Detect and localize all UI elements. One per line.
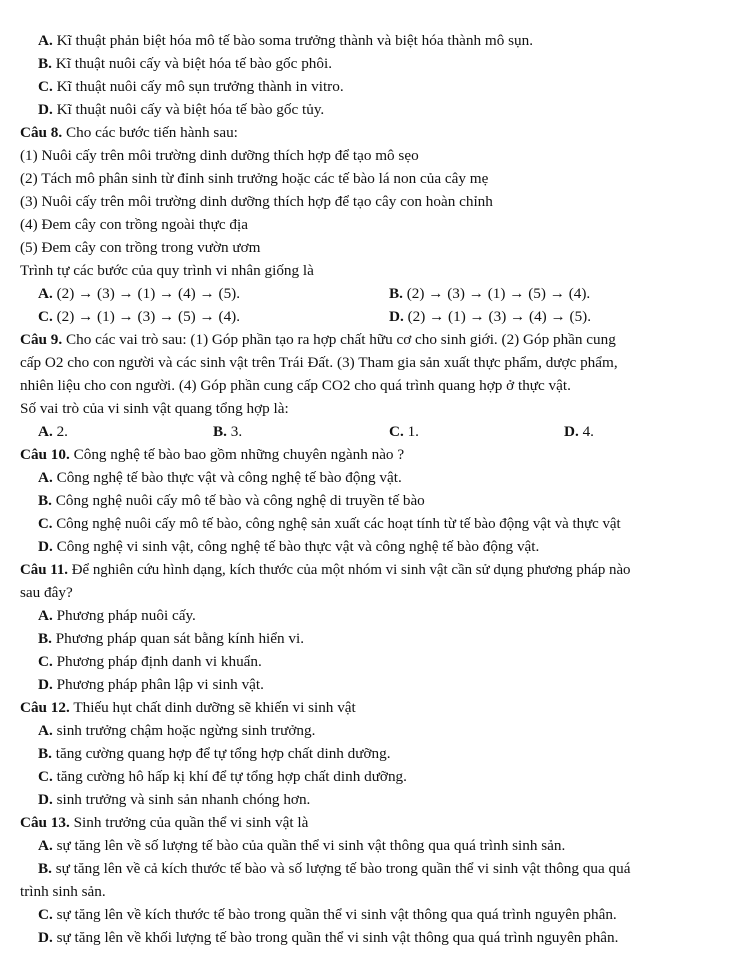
q13-option-b-continued: trình sinh sản. [20,883,106,900]
q11-option-b: B. Phương pháp quan sát bằng kính hiển vi. [38,630,304,647]
q7-option-c: C. Kĩ thuật nuôi cấy mô sụn trưởng thành in vitro. [38,78,344,95]
q12-option-d: D. sinh trưởng và sinh sản nhanh chóng hơn. [38,791,311,808]
q7-option-b: B. Kĩ thuật nuôi cấy và biệt hóa tế bào gốc phôi. [38,55,332,72]
q8-option-c: C. (2) → (1) → (3) → (5) → (4). [38,308,241,325]
q12-option-b: B. tăng cường quang hợp để tự tổng hợp chất dinh dưỡng. [38,745,391,762]
q9-option-d: D. 4. [564,423,594,440]
q9-option-a: A. 2. [38,423,68,440]
q9-stem-line-1: Câu 9. Cho các vai trò sau: (1) Góp phần tạo ra hợp chất hữu cơ cho sinh giới. (2) Góp phần cung [20,331,616,348]
q9-prompt: Số vai trò của vi sinh vật quang tổng hợp là: [20,400,289,417]
q8-step-3: (3) Nuôi cấy trên môi trường dinh dưỡng thích hợp để tạo cây con hoàn chỉnh [20,193,493,210]
q12-option-c: C. tăng cường hô hấp kị khí để tự tổng hợp chất dinh dưỡng. [38,768,407,785]
q13-option-b: B. sự tăng lên về cả kích thước tế bào và số lượng tế bào trong quần thể vi sinh vật thông qua quá [38,860,631,877]
q8-step-2: (2) Tách mô phân sinh từ đỉnh sinh trưởng hoặc các tế bào lá non của cây mẹ [20,170,489,187]
q9-option-c: C. 1. [389,423,419,440]
q8-prompt: Trình tự các bước của quy trình vi nhân giống là [20,262,314,279]
q9-option-b: B. 3. [213,423,243,440]
q8-step-1: (1) Nuôi cấy trên môi trường dinh dưỡng thích hợp để tạo mô sẹo [20,147,419,164]
q11-option-d: D. Phương pháp phân lập vi sinh vật. [38,676,264,693]
q9-stem-line-2: cấp O2 cho con người và các sinh vật trên Trái Đất. (3) Tham gia sản xuất thực phẩm, dược phẩm, [20,354,618,371]
q10-stem: Câu 10. Công nghệ tế bào bao gồm những chuyên ngành nào ? [20,446,405,463]
q8-option-d: D. (2) → (1) → (3) → (4) → (5). [389,308,592,325]
q11-stem-line-1: Câu 11. Để nghiên cứu hình dạng, kích thước của một nhóm vi sinh vật cần sử dụng phương pháp nào [20,562,631,578]
q12-stem: Câu 12. Thiếu hụt chất dinh dưỡng sẽ khiến vi sinh vật [20,699,356,716]
q12-option-a: A. sinh trưởng chậm hoặc ngừng sinh trưởng. [38,722,316,739]
q7-option-d: D. Kĩ thuật nuôi cấy và biệt hóa tế bào gốc tủy. [38,101,325,118]
q8-step-4: (4) Đem cây con trồng ngoài thực địa [20,216,248,233]
q8-option-b: B. (2) → (3) → (1) → (5) → (4). [389,285,591,302]
q11-stem-line-2: sau đây? [20,584,73,601]
q10-option-b: B. Công nghệ nuôi cấy mô tế bào và công nghệ di truyền tế bào [38,492,425,509]
q13-option-a: A. sự tăng lên về số lượng tế bào của quần thể vi sinh vật thông qua quá trình sinh sản. [38,837,566,854]
q8-stem: Câu 8. Cho các bước tiến hành sau: [20,124,238,141]
q10-option-d: D. Công nghệ vi sinh vật, công nghệ tế bào thực vật và công nghệ tế bào động vật. [38,538,540,555]
q10-option-a: A. Công nghệ tế bào thực vật và công nghệ tế bào động vật. [38,469,402,486]
q11-option-a: A. Phương pháp nuôi cấy. [38,607,196,624]
q8-option-a: A. (2) → (3) → (1) → (4) → (5). [38,285,241,302]
q13-option-c: C. sự tăng lên về kích thước tế bào trong quần thể vi sinh vật thông qua quá trình nguyên phân. [38,906,617,923]
q8-step-5: (5) Đem cây con trồng trong vườn ươm [20,239,261,256]
q9-stem-line-3: nhiên liệu cho con người. (4) Góp phần cung cấp CO2 cho quá trình quang hợp ở thực vật. [20,377,571,394]
q13-stem: Câu 13. Sinh trưởng của quần thể vi sinh vật là [20,814,309,831]
q10-option-c: C. Công nghệ nuôi cấy mô tế bào, công nghệ sản xuất các hoạt tính từ tế bào động vật và thực vật [38,516,621,532]
q7-option-a: A. Kĩ thuật phản biệt hóa mô tế bào soma trưởng thành và biệt hóa thành mô sụn. [38,32,533,49]
q13-option-d: D. sự tăng lên về khối lượng tế bào trong quần thể vi sinh vật thông qua quá trình nguyên phân. [38,929,619,946]
q11-option-c: C. Phương pháp định danh vi khuẩn. [38,653,262,670]
